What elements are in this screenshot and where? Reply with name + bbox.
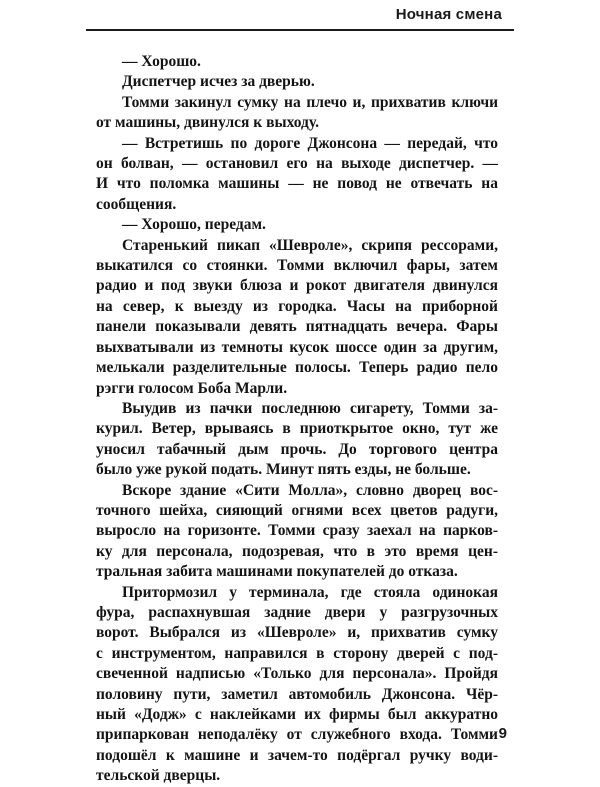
text-line: выросло на горизонте. Томми сразу заехал на парков- xyxy=(96,522,498,540)
text-line: Выудив из пачки последнюю сигарету, Томми за- xyxy=(122,399,498,417)
running-header-title: Ночная смена xyxy=(395,6,502,23)
text-line: Томми закинул сумку на плечо и, прихватив ключи xyxy=(122,93,498,111)
page-number: 9 xyxy=(498,725,507,742)
text-line: выхватывали из темноты кусок шоссе один за другим, xyxy=(96,338,498,356)
text-line: точного шейха, сияющий огнями всех цветов радуги, xyxy=(96,501,498,519)
text-line: ку для персонала, подозревая, что в это время цен- xyxy=(96,542,498,560)
text-line: подошёл к машине и зачем-то подёргал ручку води- xyxy=(96,746,498,764)
text-line: уносил табачный дым прочь. До торгового центра xyxy=(96,440,498,458)
text-line: рэгги голосом Боба Марли. xyxy=(96,379,288,397)
text-line: тельской дверцы. xyxy=(96,767,221,785)
text-line: Старенький пикап «Шевроле», скрипя рессорами, xyxy=(122,236,498,254)
text-line: выкатился со стоянки. Томми включил фары, затем xyxy=(96,257,498,275)
text-line: радио и под звуки блюза и рокот двигателя двинулся xyxy=(96,277,498,295)
text-line: мелькали разделительные полосы. Теперь радио пело xyxy=(96,359,498,377)
text-line: половину пути, заметил автомобиль Джонсона. Чёр- xyxy=(96,685,498,703)
text-line: И что поломка машины — не повод не отвечать на xyxy=(96,175,498,193)
text-line: от машины, двинулся к выходу. xyxy=(96,114,319,132)
text-line: курил. Ветер, врываясь в приоткрытое окно, тут же xyxy=(96,420,498,438)
text-line: — Хорошо, передам. xyxy=(122,216,266,234)
text-line: ворот. Выбрался из «Шевроле» и, прихватив сумку xyxy=(96,624,498,642)
text-line: было уже рукой подать. Минут пять езды, не больше. xyxy=(96,461,471,479)
text-line: на север, к выезду из городка. Часы на приборной xyxy=(96,297,498,315)
text-line: с инструментом, направился в сторону дверей с под- xyxy=(96,644,498,662)
text-line: Вскоре здание «Сити Молла», словно дворец вос- xyxy=(122,481,498,499)
text-line: свеченной надписью «Только для персонала». Пройдя xyxy=(96,665,498,683)
text-line: сообщения. xyxy=(96,195,177,213)
text-line: панели показывали девять пятнадцать вечера. Фары xyxy=(96,318,498,336)
text-line: он болван, — остановил его на выходе диспетчер. — xyxy=(96,155,498,173)
text-line: Диспетчер исчез за дверью. xyxy=(122,73,315,91)
body-text xyxy=(96,52,498,787)
text-line: Притормозил у терминала, где стояла одинокая xyxy=(122,583,498,601)
text-line: припаркован неподалёку от служебного входа. Томми xyxy=(96,726,498,744)
text-line: — Встретишь по дороге Джонсона — передай, что xyxy=(122,134,498,152)
text-line: ный «Додж» с наклейками их фирмы был аккуратно xyxy=(96,706,498,723)
text-line: фура, распахнувшая задние двери у разгрузочных xyxy=(96,603,498,621)
header-rule xyxy=(86,29,514,31)
text-line: тральная забита машинами покупателей до отказа. xyxy=(96,563,458,581)
text-line: — Хорошо. xyxy=(122,53,201,70)
